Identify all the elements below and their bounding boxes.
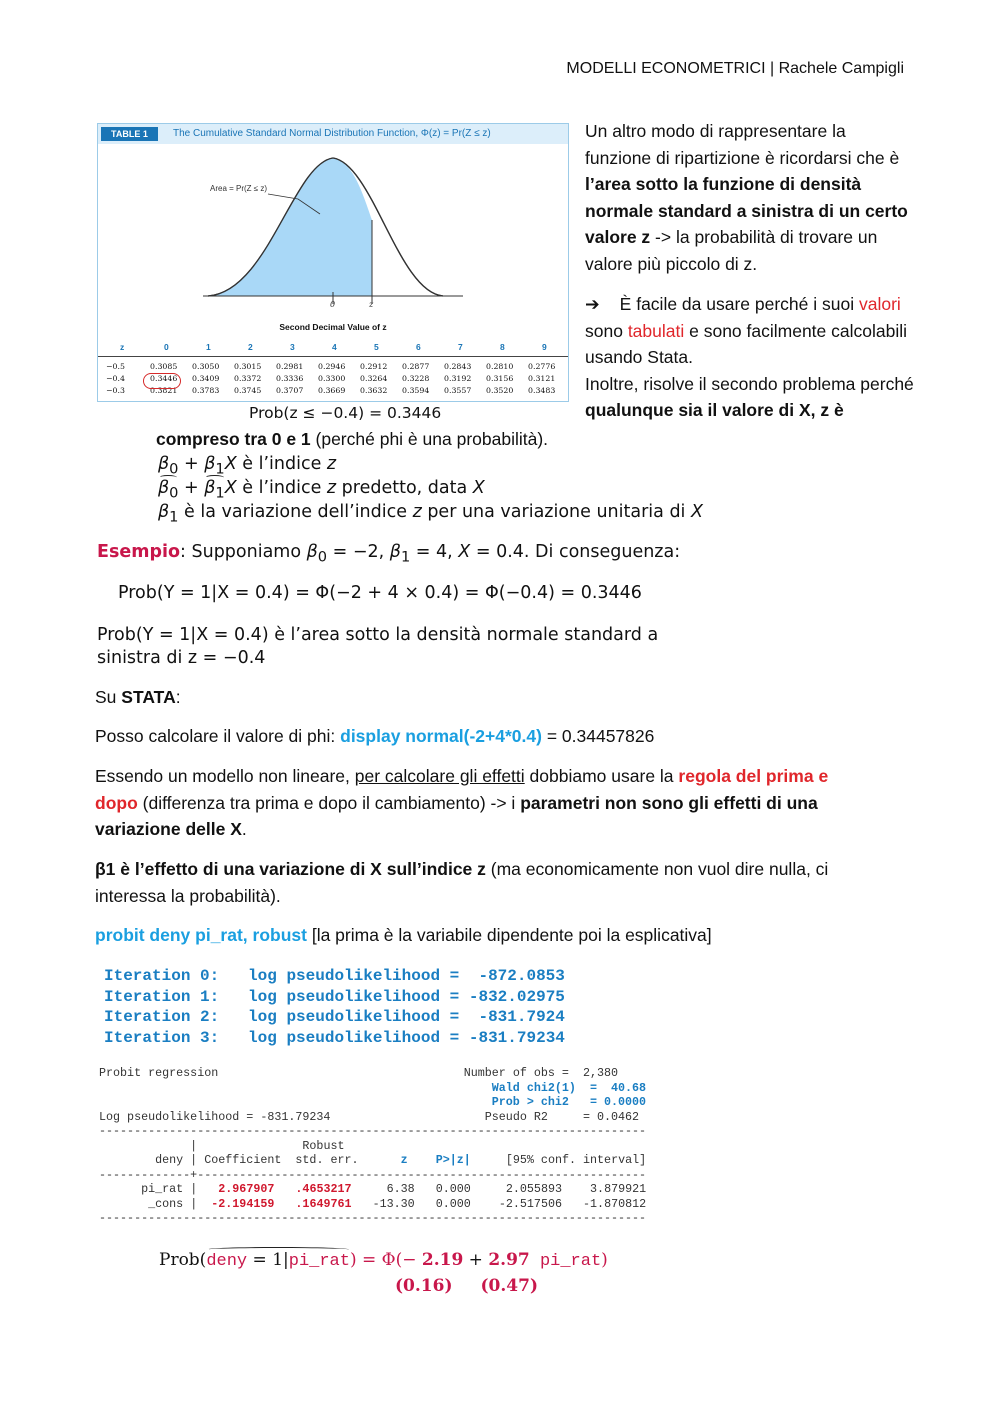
standard-errors: (0.16) (0.47) [395,1276,538,1296]
iteration-line: Iteration 2: log pseudolikelihood = -831.7924 [104,1008,565,1026]
table-cell: 0.3336 [276,374,304,383]
table-cell: 0.3557 [444,386,472,395]
table-title: The Cumulative Standard Normal Distribution Function, Φ(z) = Pr(Z ≤ z) [173,128,491,139]
table-header-row [98,338,568,357]
math-line-variation: $\beta_1$ è la variazione dell’indice z per una variazione unitaria di X [158,502,703,526]
table-cell: 0.3745 [234,386,262,395]
table-cell: 0.2776 [528,362,556,371]
phi-line: Posso calcolare il valore di phi: display normal(-2+4*0.4) = 0.34457826 [95,726,655,746]
table-caption: Prob(z ≤ −0.4) = 0.3446 [249,404,442,422]
column-header: 3 [290,342,295,352]
table-row [98,362,568,373]
table-cell: 0.2843 [444,362,472,371]
axis-title: Second Decimal Value of z [279,322,387,332]
phi-command: display normal(-2+4*0.4) [340,726,542,746]
regression-row: pi_rat | 2.967907 .4653217 6.38 0.000 2.055893 3.879921 [141,1182,647,1196]
stata-label: Su STATA: [95,687,181,707]
iteration-line: Iteration 3: log pseudolikelihood = -831.79234 [104,1028,565,1047]
tick-zero: 0 [330,300,336,309]
table-cell: 0.3707 [276,386,304,395]
column-header: 8 [500,342,505,352]
example-line: Esempio: Supponiamo $\beta_0 = -2$, $\beta_1 = 4$, X = 0.4. Di conseguenza: [97,542,681,566]
math-line-predicted: $\beta_0 + \beta_1X$ è l’indice z predetto, data X [158,478,485,502]
continuation-line: compreso tra 0 e 1 (perché phi è una probabilità). [156,429,549,449]
table-cell: 0.2912 [360,362,388,371]
highlight-circle [143,373,181,389]
table-cell: −0.5 [106,362,125,371]
bell-curve-graphic [98,124,568,324]
table-cell: 0.3669 [318,386,346,395]
math-line-index: $\beta_0 + \beta_1X$ è l’indice z [158,454,337,478]
table-cell: 0.3372 [234,374,262,383]
table-cell: 0.3228 [402,374,430,383]
column-header: 7 [458,342,463,352]
paragraph-area-definition: Un altro modo di rappresentare la funzione di ripartizione è ricordarsi che è l’area sotto la funzione di densità normale standard a sinistra di un certo valore z -> la probabilità di trovare un valore più piccolo di z. [585,121,908,274]
table-cell: 0.3783 [192,386,220,395]
column-header: 6 [416,342,421,352]
tick-z: z [369,300,374,309]
iteration-line: Iteration 0: log pseudolikelihood = -872.0853 [104,967,565,985]
table-cell: 0.3483 [528,386,556,395]
regression-row: _cons | -2.194159 .1649761 -13.30 0.000 -2.517506 -1.870812 [148,1196,647,1211]
column-header: 1 [206,342,211,352]
table-cell: −0.3 [106,386,125,395]
example-equation: Prob(Y = 1|X = 0.4) = Φ(−2 + 4 × 0.4) = Φ(−0.4) = 0.3446 [118,583,642,603]
table-cell: 0.3264 [360,374,388,383]
probit-command-line: probit deny pi_rat, robust [la prima è la variabile dipendente poi la esplicativa] [95,925,712,945]
table-cell: 0.2981 [276,362,304,371]
paragraph-tabulated: ➔ È facile da usare perché i suoi valori sono tabulati e sono facilmente calcolabili usando Stata. [585,294,908,367]
table-cell: 0.3156 [486,374,514,383]
nonlinear-paragraph: Essendo un modello non lineare, per calcolare gli effetti dobbiamo usare la regola del prima e dopo (differenza tra prima e dopo il cambiamento) -> i parametri non sono gli effetti di una variazione delle X. [95,766,829,839]
table-cell: 0.2946 [318,362,346,371]
table-cell: 0.3446 [150,374,178,383]
column-header: 0 [164,342,169,352]
beta-paragraph: β1 è l’effetto di una variazione di X sull’indice z (ma economicamente non vuol dire nulla, ci interessa la probabilità). [95,859,829,906]
example-area-line1: Prob(Y = 1|X = 0.4) è l’area sotto la densità normale standard a [97,625,659,645]
table-cell: 0.3085 [150,362,178,371]
final-formula: Prob(deny = 1|pi_rat) = Φ(− 2.19 + 2.97 pi_rat) [159,1250,608,1271]
table-cell: 0.3121 [528,374,556,383]
paragraph-second-problem: Inoltre, risolve il secondo problema perché qualunque sia il valore di X, z è [585,373,914,420]
right-column-text [585,118,915,424]
table-cell: 0.3632 [360,386,388,395]
regression-output: Probit regression Number of obs = 2,380 Wald chi2(1) = 40.68 Prob > chi2 = 0.0000 Log pseudolikelihood = -831.79234 Pseudo R2 = 0.0462 ------------------------------------------------------------------------------ | Robust deny | Coefficient std. err. z P>|z| [95% conf. interval] -------------+---------------------------------------------------------------- pi_rat | 2.967907 .4653217 6.38 0.000 2.055893 3.879921 _cons | -2.194159 .1649761 -13.30 0.000 -2.517506 -1.870812 ------------------------------------------------------------------------------ [99,1066,647,1225]
table-cell: 0.3821 [150,386,178,395]
iteration-log [104,966,565,1048]
arrow-icon: ➔ [585,294,600,314]
iteration-line: Iteration 1: log pseudolikelihood = -832.02975 [104,987,565,1006]
page-header: MODELLI ECONOMETRICI | Rachele Campigli [566,60,904,77]
probit-command: probit deny pi_rat, robust [95,925,307,945]
table-cell: 0.3192 [444,374,472,383]
table-cell: 0.3409 [192,374,220,383]
table-badge: TABLE 1 [101,127,158,141]
table-cell: 0.2810 [486,362,514,371]
column-header: 2 [248,342,253,352]
table-cell: −0.4 [106,374,125,383]
table-cell: 0.2877 [402,362,430,371]
column-header: 4 [332,342,337,352]
column-header: z [120,342,125,352]
column-header: 5 [374,342,379,352]
table-cell: 0.3300 [318,374,346,383]
column-header: 9 [542,342,547,352]
table-cell: 0.3594 [402,386,430,395]
table-cell: 0.3015 [234,362,262,371]
area-label: Area = Pr(Z ≤ z) [210,184,268,193]
example-area-line2: sinistra di z = −0.4 [97,648,266,668]
table-cell: 0.3050 [192,362,220,371]
normal-table-figure [97,123,569,402]
table-cell: 0.3520 [486,386,514,395]
